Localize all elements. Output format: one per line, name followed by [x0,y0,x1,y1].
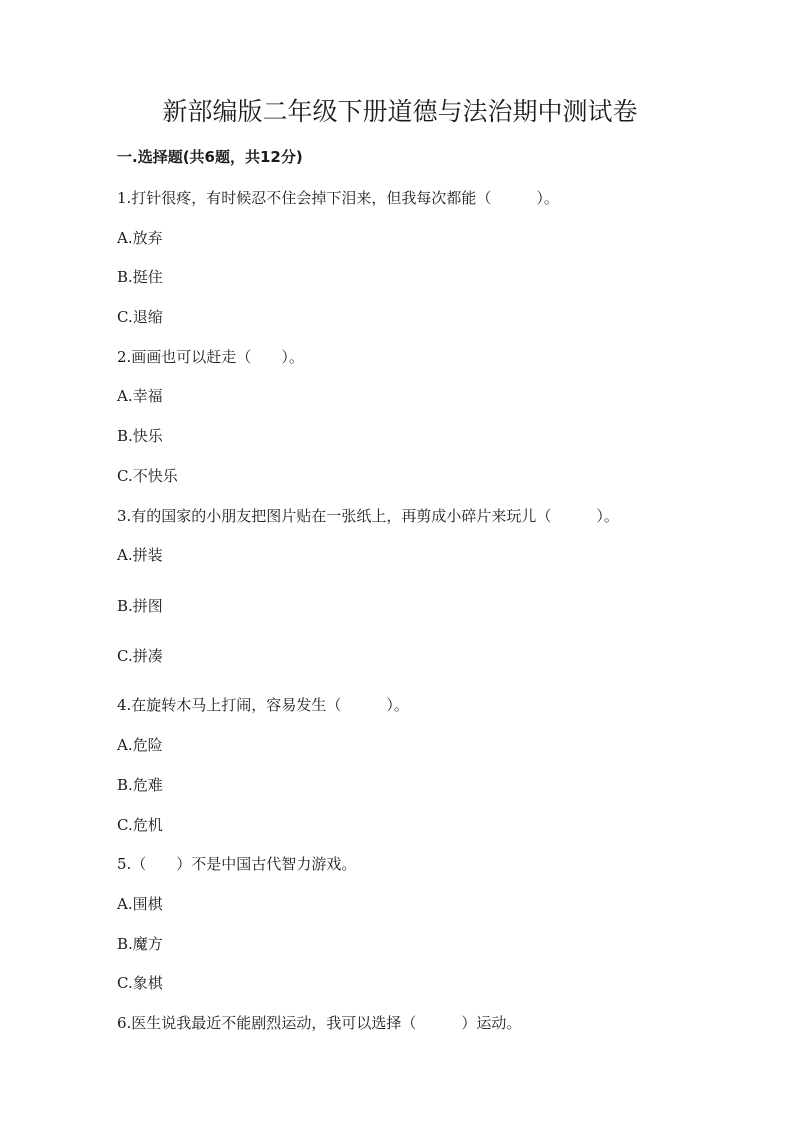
question-4-stem: 4.在旋转木马上打闹，容易发生（ ）。 [117,696,409,714]
question-6-stem: 6.医生说我最近不能剧烈运动，我可以选择（ ）运动。 [117,1014,522,1032]
question-1-option-c: C.退缩 [117,308,163,326]
question-1-stem: 1.打针很疼，有时候忍不住会掉下泪来，但我每次都能（ ）。 [117,189,559,207]
question-2-stem: 2.画画也可以赶走（ ）。 [117,348,304,366]
section-heading: 一.选择题(共6题，共12分) [117,148,303,166]
question-4-option-c: C.危机 [117,816,163,834]
question-1-option-b: B.挺住 [117,268,163,286]
question-3-option-b: B.拼图 [117,597,163,615]
question-2-option-b: B.快乐 [117,427,163,445]
page-title: 新部编版二年级下册道德与法治期中测试卷 [162,97,638,126]
question-3-stem: 3.有的国家的小朋友把图片贴在一张纸上，再剪成小碎片来玩儿（ ）。 [117,507,619,525]
question-1-option-a: A.放弃 [117,229,163,247]
question-4-option-b: B.危难 [117,776,163,794]
question-5-option-c: C.象棋 [117,974,163,992]
question-4-option-a: A.危险 [117,736,163,754]
question-5-option-a: A.围棋 [117,895,163,913]
question-3-option-a: A.拼装 [117,546,163,564]
question-2-option-c: C.不快乐 [117,467,178,485]
question-5-option-b: B.魔方 [117,935,163,953]
question-2-option-a: A.幸福 [117,387,163,405]
question-5-stem: 5.（ ）不是中国古代智力游戏。 [117,855,357,873]
question-3-option-c: C.拼凑 [117,647,163,665]
